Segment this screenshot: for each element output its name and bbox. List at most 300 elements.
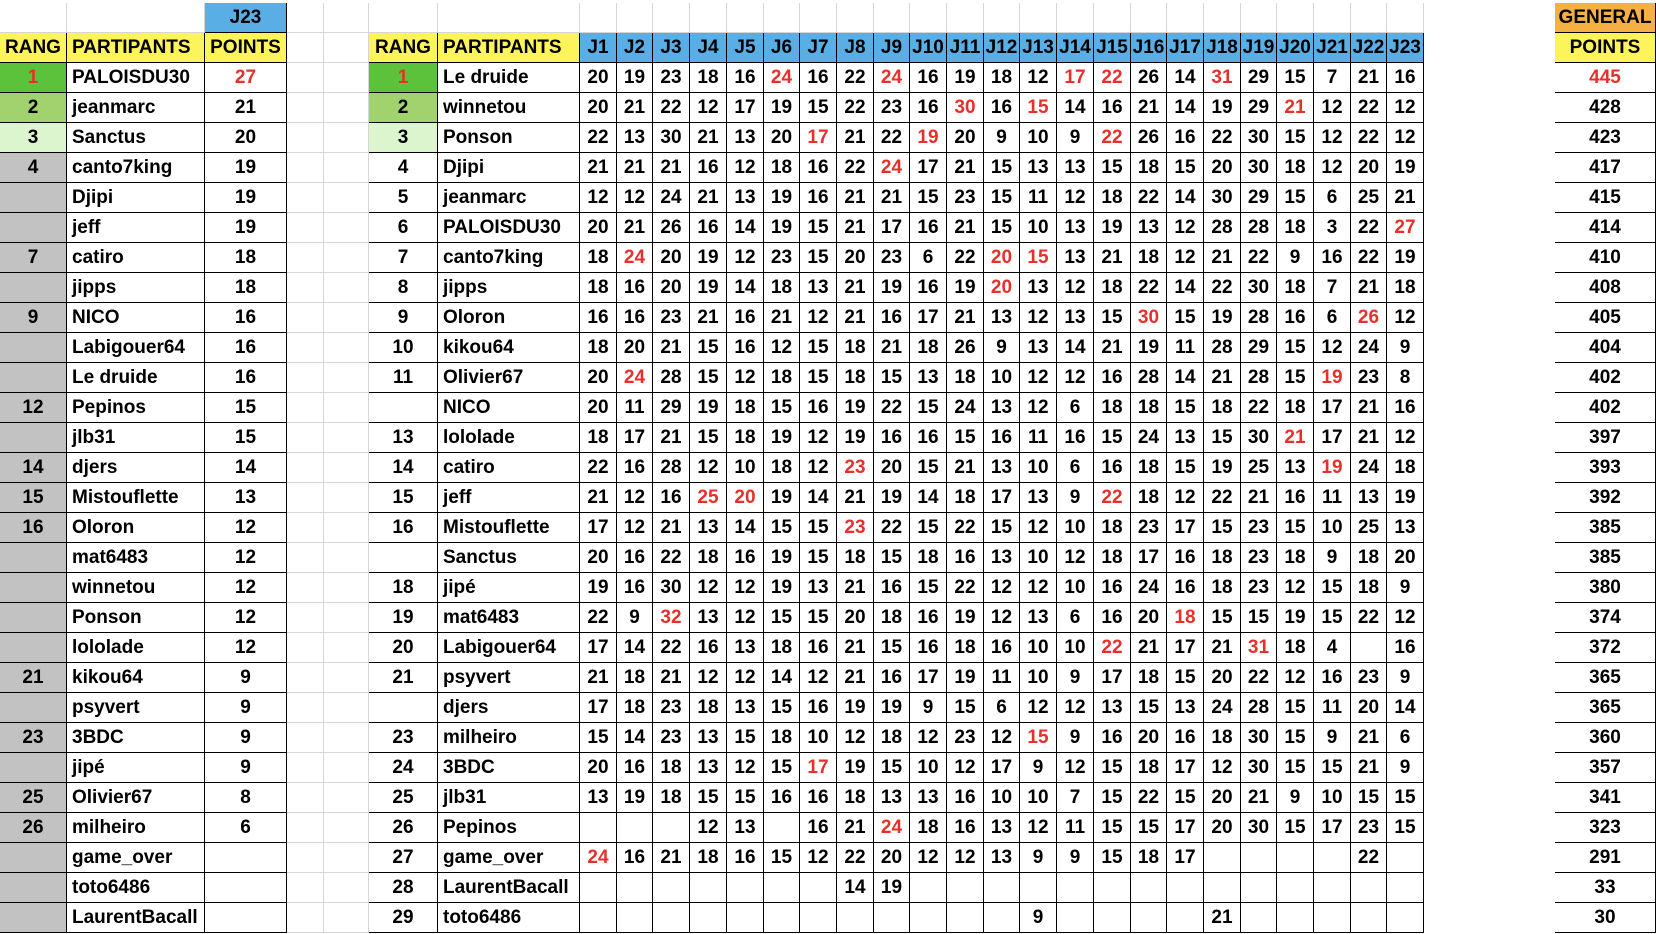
score-cell[interactable]: 22 <box>653 93 690 123</box>
empty-cell[interactable] <box>324 453 369 483</box>
score-cell[interactable]: 16 <box>617 453 653 483</box>
right-rank-cell[interactable]: 2 <box>369 93 438 123</box>
empty-cell[interactable] <box>1204 3 1241 33</box>
score-cell[interactable]: 21 <box>1204 363 1241 393</box>
score-cell[interactable]: 13 <box>984 813 1020 843</box>
score-cell[interactable]: 10 <box>1020 633 1057 663</box>
day-header-j21[interactable]: J21 <box>1314 33 1351 63</box>
score-cell[interactable]: 12 <box>1057 363 1094 393</box>
empty-cell[interactable] <box>984 3 1020 33</box>
score-cell[interactable]: 16 <box>1167 573 1204 603</box>
left-rank-cell[interactable] <box>0 693 67 723</box>
score-cell[interactable]: 18 <box>1131 843 1167 873</box>
score-cell[interactable]: 16 <box>764 783 800 813</box>
score-cell[interactable]: 19 <box>764 483 800 513</box>
right-rank-cell[interactable]: 21 <box>369 663 438 693</box>
score-cell[interactable]: 22 <box>874 513 910 543</box>
score-cell[interactable]: 13 <box>1020 273 1057 303</box>
score-cell[interactable]: 22 <box>1094 123 1131 153</box>
day-header-j11[interactable]: J11 <box>947 33 984 63</box>
total-points-cell[interactable]: 30 <box>1555 903 1656 933</box>
score-cell[interactable]: 18 <box>764 273 800 303</box>
score-cell[interactable]: 12 <box>800 303 837 333</box>
empty-cell[interactable] <box>324 363 369 393</box>
score-cell[interactable]: 18 <box>1094 513 1131 543</box>
score-cell[interactable]: 18 <box>874 723 910 753</box>
left-name-cell[interactable]: jipé <box>67 753 205 783</box>
empty-cell[interactable] <box>324 723 369 753</box>
empty-cell[interactable] <box>947 3 984 33</box>
score-cell[interactable]: 6 <box>1314 183 1351 213</box>
score-cell[interactable]: 19 <box>874 873 910 903</box>
score-cell[interactable]: 14 <box>1167 93 1204 123</box>
score-cell[interactable]: 13 <box>910 363 947 393</box>
score-cell[interactable]: 15 <box>1387 783 1424 813</box>
total-points-cell[interactable]: 410 <box>1555 243 1656 273</box>
day-header-j16[interactable]: J16 <box>1131 33 1167 63</box>
score-cell[interactable]: 10 <box>1020 783 1057 813</box>
score-cell[interactable]: 16 <box>1094 573 1131 603</box>
score-cell[interactable]: 12 <box>690 573 727 603</box>
score-cell[interactable]: 20 <box>764 123 800 153</box>
score-cell[interactable]: 13 <box>1387 513 1424 543</box>
score-cell[interactable]: 20 <box>1131 603 1167 633</box>
score-cell[interactable]: 18 <box>690 693 727 723</box>
left-name-cell[interactable]: jeanmarc <box>67 93 205 123</box>
empty-cell[interactable] <box>438 3 580 33</box>
total-points-cell[interactable]: 385 <box>1555 543 1656 573</box>
score-cell[interactable]: 12 <box>727 573 764 603</box>
right-rank-cell[interactable] <box>369 693 438 723</box>
score-cell[interactable]: 16 <box>653 483 690 513</box>
left-name-cell[interactable]: game_over <box>67 843 205 873</box>
score-cell[interactable]: 30 <box>653 123 690 153</box>
score-cell[interactable]: 12 <box>690 663 727 693</box>
left-points-cell[interactable]: 15 <box>205 423 287 453</box>
right-name-cell[interactable]: Olivier67 <box>438 363 580 393</box>
score-cell[interactable]: 15 <box>1277 753 1314 783</box>
score-cell[interactable]: 19 <box>910 123 947 153</box>
empty-cell[interactable] <box>287 303 324 333</box>
score-cell[interactable]: 18 <box>1277 213 1314 243</box>
score-cell[interactable]: 30 <box>1241 423 1277 453</box>
score-cell[interactable]: 21 <box>653 153 690 183</box>
left-points-cell[interactable] <box>205 903 287 933</box>
score-cell[interactable] <box>1094 903 1131 933</box>
right-rank-cell[interactable]: 20 <box>369 633 438 663</box>
score-cell[interactable]: 18 <box>580 423 617 453</box>
left-points-cell[interactable]: 12 <box>205 573 287 603</box>
score-cell[interactable]: 20 <box>947 123 984 153</box>
score-cell[interactable]: 26 <box>1131 123 1167 153</box>
score-cell[interactable] <box>984 903 1020 933</box>
score-cell[interactable] <box>1167 873 1204 903</box>
score-cell[interactable]: 17 <box>1167 813 1204 843</box>
score-cell[interactable]: 22 <box>1351 243 1387 273</box>
right-rank-header[interactable]: RANG <box>369 33 438 63</box>
score-cell[interactable]: 13 <box>984 543 1020 573</box>
score-cell[interactable]: 22 <box>947 573 984 603</box>
score-cell[interactable]: 16 <box>1387 633 1424 663</box>
score-cell[interactable]: 22 <box>874 393 910 423</box>
score-cell[interactable]: 15 <box>1204 513 1241 543</box>
score-cell[interactable]: 15 <box>1020 243 1057 273</box>
score-cell[interactable]: 15 <box>1277 123 1314 153</box>
score-cell[interactable]: 12 <box>1057 693 1094 723</box>
score-cell[interactable]: 16 <box>1387 63 1424 93</box>
score-cell[interactable] <box>617 873 653 903</box>
empty-cell[interactable] <box>324 603 369 633</box>
score-cell[interactable]: 23 <box>653 723 690 753</box>
score-cell[interactable]: 12 <box>1314 333 1351 363</box>
score-cell[interactable]: 16 <box>727 843 764 873</box>
score-cell[interactable]: 19 <box>1094 213 1131 243</box>
empty-cell[interactable] <box>837 3 874 33</box>
score-cell[interactable]: 21 <box>1351 723 1387 753</box>
score-cell[interactable]: 10 <box>1020 453 1057 483</box>
score-cell[interactable]: 16 <box>617 753 653 783</box>
score-cell[interactable]: 21 <box>837 813 874 843</box>
day-header-j15[interactable]: J15 <box>1094 33 1131 63</box>
score-cell[interactable]: 15 <box>800 333 837 363</box>
left-points-cell[interactable]: 15 <box>205 393 287 423</box>
day-header-j10[interactable]: J10 <box>910 33 947 63</box>
score-cell[interactable]: 16 <box>1314 243 1351 273</box>
score-cell[interactable] <box>1351 873 1387 903</box>
score-cell[interactable]: 21 <box>1277 423 1314 453</box>
score-cell[interactable]: 22 <box>1351 843 1387 873</box>
score-cell[interactable]: 15 <box>1167 303 1204 333</box>
score-cell[interactable]: 13 <box>727 633 764 663</box>
score-cell[interactable]: 20 <box>837 243 874 273</box>
total-points-cell[interactable]: 414 <box>1555 213 1656 243</box>
score-cell[interactable]: 13 <box>690 753 727 783</box>
score-cell[interactable]: 23 <box>653 63 690 93</box>
score-cell[interactable]: 20 <box>617 333 653 363</box>
score-cell[interactable]: 12 <box>984 573 1020 603</box>
score-cell[interactable]: 24 <box>764 63 800 93</box>
empty-cell[interactable] <box>1057 3 1094 33</box>
score-cell[interactable]: 22 <box>1241 393 1277 423</box>
total-points-cell[interactable]: 374 <box>1555 603 1656 633</box>
score-cell[interactable]: 19 <box>690 393 727 423</box>
score-cell[interactable]: 27 <box>1387 213 1424 243</box>
score-cell[interactable]: 16 <box>874 423 910 453</box>
score-cell[interactable]: 13 <box>1167 423 1204 453</box>
left-points-cell[interactable]: 8 <box>205 783 287 813</box>
score-cell[interactable]: 24 <box>617 243 653 273</box>
empty-cell[interactable] <box>324 753 369 783</box>
score-cell[interactable]: 20 <box>653 273 690 303</box>
day-header-j12[interactable]: J12 <box>984 33 1020 63</box>
left-rank-cell[interactable] <box>0 423 67 453</box>
left-points-cell[interactable] <box>205 843 287 873</box>
score-cell[interactable]: 12 <box>947 843 984 873</box>
score-cell[interactable]: 15 <box>1277 513 1314 543</box>
score-cell[interactable] <box>1351 633 1387 663</box>
score-cell[interactable]: 23 <box>874 93 910 123</box>
right-name-cell[interactable]: Mistouflette <box>438 513 580 543</box>
right-name-cell[interactable]: lololade <box>438 423 580 453</box>
right-rank-cell[interactable]: 18 <box>369 573 438 603</box>
score-cell[interactable]: 20 <box>984 243 1020 273</box>
left-rank-cell[interactable] <box>0 873 67 903</box>
empty-cell[interactable] <box>653 3 690 33</box>
score-cell[interactable]: 19 <box>837 423 874 453</box>
score-cell[interactable]: 21 <box>653 423 690 453</box>
score-cell[interactable]: 17 <box>984 753 1020 783</box>
score-cell[interactable]: 13 <box>690 723 727 753</box>
total-points-cell[interactable]: 428 <box>1555 93 1656 123</box>
left-points-cell[interactable]: 18 <box>205 273 287 303</box>
score-cell[interactable]: 13 <box>1351 483 1387 513</box>
score-cell[interactable]: 12 <box>727 243 764 273</box>
score-cell[interactable]: 11 <box>1167 333 1204 363</box>
score-cell[interactable]: 21 <box>837 123 874 153</box>
score-cell[interactable]: 16 <box>984 423 1020 453</box>
day-header-j17[interactable]: J17 <box>1167 33 1204 63</box>
score-cell[interactable] <box>1351 903 1387 933</box>
right-name-cell[interactable]: jlb31 <box>438 783 580 813</box>
empty-cell[interactable] <box>287 3 324 33</box>
left-points-cell[interactable]: 16 <box>205 333 287 363</box>
total-points-cell[interactable]: 365 <box>1555 663 1656 693</box>
score-cell[interactable]: 15 <box>910 393 947 423</box>
left-name-cell[interactable]: lololade <box>67 633 205 663</box>
empty-cell[interactable] <box>324 3 369 33</box>
score-cell[interactable]: 18 <box>1387 273 1424 303</box>
score-cell[interactable]: 18 <box>984 63 1020 93</box>
score-cell[interactable]: 16 <box>910 423 947 453</box>
score-cell[interactable]: 30 <box>1131 303 1167 333</box>
score-cell[interactable]: 14 <box>764 663 800 693</box>
score-cell[interactable]: 15 <box>764 843 800 873</box>
score-cell[interactable]: 13 <box>1020 483 1057 513</box>
score-cell[interactable]: 15 <box>1131 693 1167 723</box>
score-cell[interactable]: 25 <box>1241 453 1277 483</box>
empty-cell[interactable] <box>287 753 324 783</box>
score-cell[interactable]: 21 <box>1094 333 1131 363</box>
score-cell[interactable]: 18 <box>1277 543 1314 573</box>
empty-cell[interactable] <box>324 243 369 273</box>
score-cell[interactable] <box>1241 843 1277 873</box>
score-cell[interactable] <box>653 903 690 933</box>
score-cell[interactable]: 31 <box>1204 63 1241 93</box>
day-header-j13[interactable]: J13 <box>1020 33 1057 63</box>
right-rank-cell[interactable]: 9 <box>369 303 438 333</box>
score-cell[interactable]: 17 <box>1167 513 1204 543</box>
score-cell[interactable]: 28 <box>653 363 690 393</box>
score-cell[interactable]: 18 <box>1131 483 1167 513</box>
right-name-cell[interactable]: Sanctus <box>438 543 580 573</box>
score-cell[interactable]: 30 <box>1241 753 1277 783</box>
score-cell[interactable]: 13 <box>1057 153 1094 183</box>
score-cell[interactable]: 21 <box>1094 243 1131 273</box>
score-cell[interactable]: 28 <box>1241 303 1277 333</box>
score-cell[interactable]: 15 <box>1167 153 1204 183</box>
right-name-cell[interactable]: Pepinos <box>438 813 580 843</box>
empty-cell[interactable] <box>287 363 324 393</box>
empty-cell[interactable] <box>324 783 369 813</box>
score-cell[interactable]: 13 <box>800 273 837 303</box>
score-cell[interactable]: 23 <box>1351 663 1387 693</box>
score-cell[interactable]: 13 <box>910 783 947 813</box>
right-name-cell[interactable]: Djipi <box>438 153 580 183</box>
score-cell[interactable]: 13 <box>984 843 1020 873</box>
score-cell[interactable]: 22 <box>874 123 910 153</box>
score-cell[interactable]: 19 <box>764 543 800 573</box>
score-cell[interactable]: 12 <box>984 723 1020 753</box>
empty-cell[interactable] <box>287 213 324 243</box>
score-cell[interactable]: 15 <box>764 753 800 783</box>
score-cell[interactable]: 22 <box>947 243 984 273</box>
score-cell[interactable]: 12 <box>727 663 764 693</box>
score-cell[interactable]: 21 <box>1351 753 1387 783</box>
score-cell[interactable]: 24 <box>1131 423 1167 453</box>
score-cell[interactable]: 12 <box>1020 303 1057 333</box>
score-cell[interactable] <box>690 873 727 903</box>
score-cell[interactable]: 22 <box>837 93 874 123</box>
score-cell[interactable]: 15 <box>1277 183 1314 213</box>
empty-cell[interactable] <box>617 3 653 33</box>
score-cell[interactable]: 13 <box>1167 693 1204 723</box>
score-cell[interactable] <box>1277 903 1314 933</box>
left-name-cell[interactable]: Mistouflette <box>67 483 205 513</box>
score-cell[interactable]: 18 <box>580 243 617 273</box>
right-rank-cell[interactable]: 23 <box>369 723 438 753</box>
score-cell[interactable]: 16 <box>910 63 947 93</box>
score-cell[interactable]: 16 <box>617 273 653 303</box>
score-cell[interactable]: 17 <box>910 153 947 183</box>
score-cell[interactable]: 24 <box>617 363 653 393</box>
right-name-cell[interactable]: jeff <box>438 483 580 513</box>
score-cell[interactable]: 19 <box>617 63 653 93</box>
right-name-cell[interactable]: djers <box>438 693 580 723</box>
right-name-cell[interactable]: 3BDC <box>438 753 580 783</box>
score-cell[interactable]: 10 <box>910 753 947 783</box>
score-cell[interactable]: 15 <box>1277 813 1314 843</box>
score-cell[interactable]: 18 <box>910 543 947 573</box>
score-cell[interactable]: 18 <box>764 723 800 753</box>
empty-cell[interactable] <box>287 273 324 303</box>
right-name-header[interactable]: PARTIPANTS <box>438 33 580 63</box>
score-cell[interactable]: 22 <box>1131 783 1167 813</box>
score-cell[interactable]: 16 <box>910 213 947 243</box>
left-points-cell[interactable]: 12 <box>205 543 287 573</box>
score-cell[interactable]: 15 <box>800 213 837 243</box>
score-cell[interactable] <box>984 873 1020 903</box>
right-name-cell[interactable]: kikou64 <box>438 333 580 363</box>
score-cell[interactable]: 13 <box>617 123 653 153</box>
right-name-cell[interactable]: jipé <box>438 573 580 603</box>
score-cell[interactable]: 20 <box>1204 663 1241 693</box>
left-name-cell[interactable]: Ponson <box>67 603 205 633</box>
score-cell[interactable]: 13 <box>1131 213 1167 243</box>
score-cell[interactable]: 28 <box>1204 213 1241 243</box>
score-cell[interactable]: 18 <box>1204 543 1241 573</box>
score-cell[interactable]: 13 <box>727 813 764 843</box>
score-cell[interactable]: 16 <box>617 543 653 573</box>
score-cell[interactable]: 18 <box>1131 153 1167 183</box>
score-cell[interactable]: 15 <box>690 333 727 363</box>
score-cell[interactable]: 18 <box>617 663 653 693</box>
score-cell[interactable] <box>1204 843 1241 873</box>
score-cell[interactable]: 18 <box>837 543 874 573</box>
score-cell[interactable]: 13 <box>1277 453 1314 483</box>
score-cell[interactable]: 9 <box>1314 543 1351 573</box>
left-rank-cell[interactable] <box>0 213 67 243</box>
score-cell[interactable] <box>1387 873 1424 903</box>
score-cell[interactable]: 15 <box>1167 393 1204 423</box>
left-rank-cell[interactable]: 3 <box>0 123 67 153</box>
score-cell[interactable]: 9 <box>1387 573 1424 603</box>
score-cell[interactable]: 15 <box>1094 153 1131 183</box>
score-cell[interactable]: 18 <box>1131 393 1167 423</box>
score-cell[interactable]: 29 <box>1241 93 1277 123</box>
score-cell[interactable]: 9 <box>1057 663 1094 693</box>
score-cell[interactable]: 17 <box>617 423 653 453</box>
score-cell[interactable]: 32 <box>653 603 690 633</box>
score-cell[interactable]: 18 <box>764 363 800 393</box>
score-cell[interactable]: 11 <box>1314 483 1351 513</box>
score-cell[interactable]: 11 <box>1020 423 1057 453</box>
score-cell[interactable]: 19 <box>580 573 617 603</box>
score-cell[interactable]: 16 <box>800 633 837 663</box>
score-cell[interactable]: 21 <box>1351 393 1387 423</box>
empty-cell[interactable] <box>287 843 324 873</box>
empty-cell[interactable] <box>324 273 369 303</box>
score-cell[interactable]: 20 <box>580 93 617 123</box>
score-cell[interactable] <box>837 903 874 933</box>
left-rank-cell[interactable]: 15 <box>0 483 67 513</box>
left-name-cell[interactable]: kikou64 <box>67 663 205 693</box>
right-name-cell[interactable]: Ponson <box>438 123 580 153</box>
score-cell[interactable]: 22 <box>1241 663 1277 693</box>
score-cell[interactable]: 12 <box>727 363 764 393</box>
right-name-cell[interactable]: psyvert <box>438 663 580 693</box>
left-rank-cell[interactable] <box>0 363 67 393</box>
score-cell[interactable]: 16 <box>690 633 727 663</box>
score-cell[interactable]: 15 <box>1241 603 1277 633</box>
score-cell[interactable]: 14 <box>617 633 653 663</box>
empty-cell[interactable] <box>1020 3 1057 33</box>
left-points-cell[interactable]: 14 <box>205 453 287 483</box>
empty-cell[interactable] <box>287 873 324 903</box>
score-cell[interactable]: 11 <box>1057 813 1094 843</box>
score-cell[interactable]: 20 <box>837 603 874 633</box>
score-cell[interactable]: 6 <box>1387 723 1424 753</box>
score-cell[interactable]: 17 <box>1167 753 1204 783</box>
day-header-j8[interactable]: J8 <box>837 33 874 63</box>
score-cell[interactable]: 12 <box>1167 483 1204 513</box>
score-cell[interactable]: 23 <box>1241 543 1277 573</box>
score-cell[interactable]: 15 <box>910 573 947 603</box>
score-cell[interactable]: 23 <box>653 303 690 333</box>
day-header-j7[interactable]: J7 <box>800 33 837 63</box>
score-cell[interactable]: 29 <box>653 393 690 423</box>
left-points-cell[interactable]: 21 <box>205 93 287 123</box>
score-cell[interactable]: 15 <box>1167 663 1204 693</box>
score-cell[interactable]: 16 <box>1387 393 1424 423</box>
score-cell[interactable]: 18 <box>1131 453 1167 483</box>
score-cell[interactable]: 21 <box>1277 93 1314 123</box>
score-cell[interactable]: 19 <box>764 183 800 213</box>
right-rank-cell[interactable] <box>369 393 438 423</box>
score-cell[interactable]: 21 <box>1204 903 1241 933</box>
score-cell[interactable]: 17 <box>1094 663 1131 693</box>
left-rank-cell[interactable] <box>0 273 67 303</box>
right-name-cell[interactable]: Le druide <box>438 63 580 93</box>
